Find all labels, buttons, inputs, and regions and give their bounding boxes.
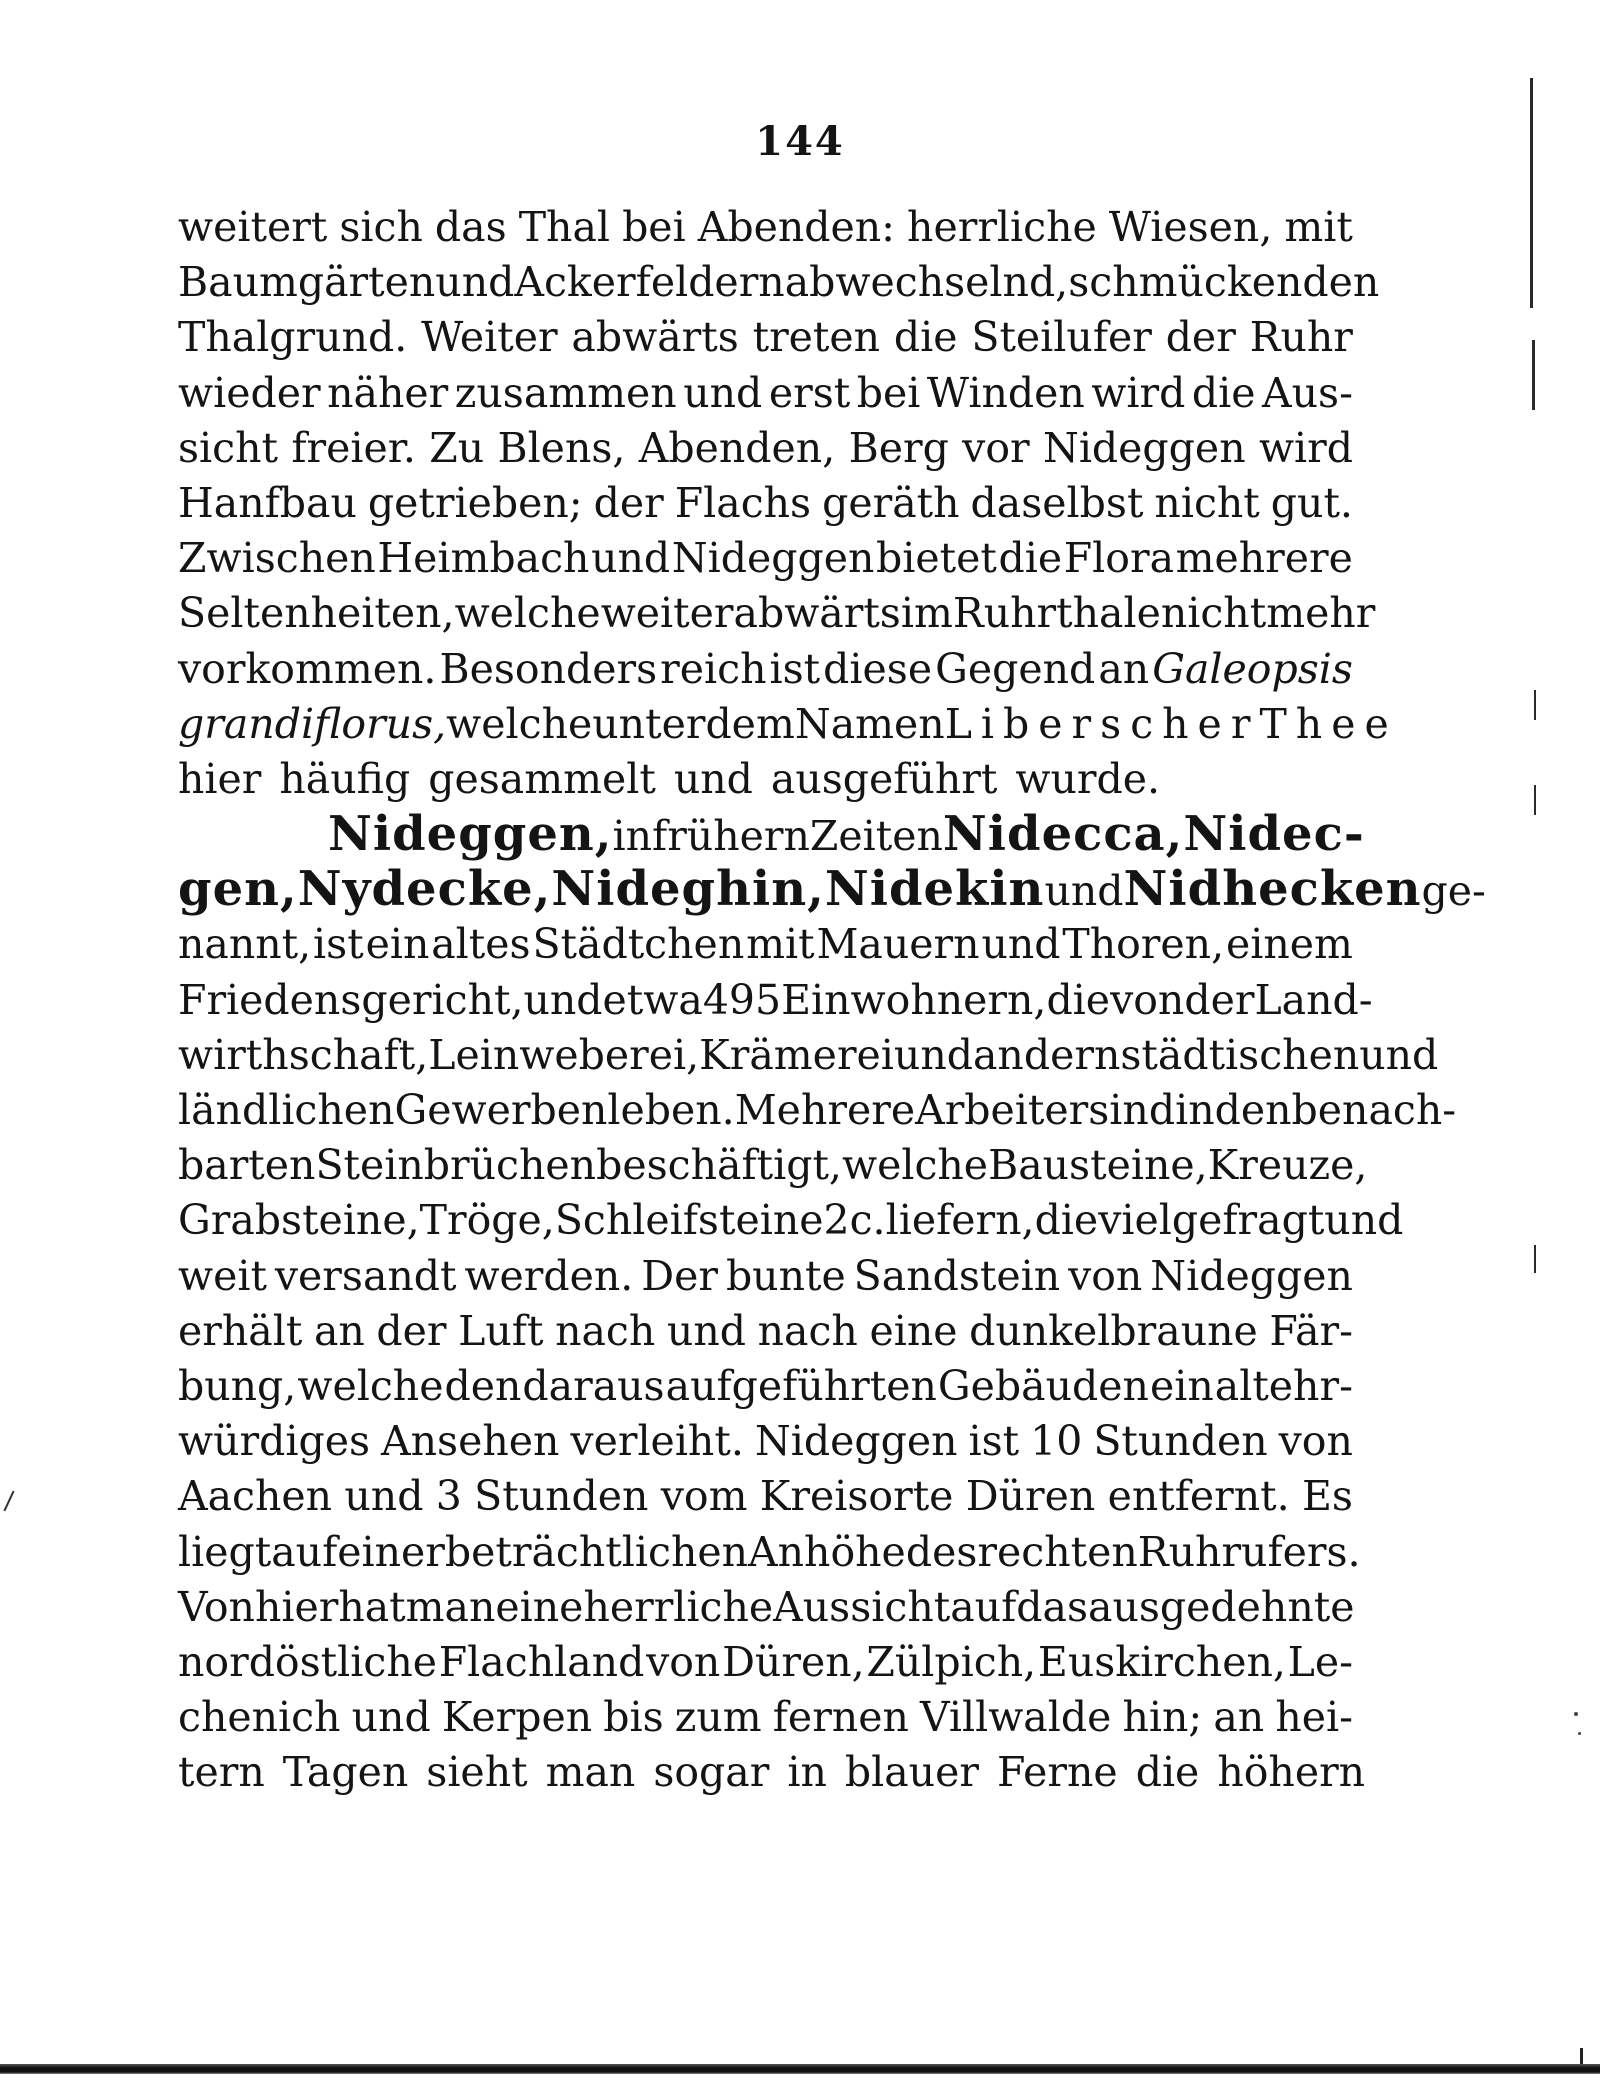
- word: 10: [1030, 1417, 1083, 1466]
- word: bei: [856, 368, 921, 417]
- text-line: [178, 917, 1353, 972]
- text-line: [178, 586, 1376, 641]
- word: Besonders: [439, 644, 658, 693]
- word: Wiesen,: [1108, 203, 1273, 251]
- scan-edge-mark: [1534, 690, 1536, 720]
- word: reich: [660, 644, 767, 693]
- word: daraus: [522, 1361, 665, 1410]
- word: Leinweberei,: [428, 1030, 700, 1079]
- word: hin;: [1122, 1693, 1203, 1742]
- word: Steinbrüchen: [315, 1141, 597, 1190]
- word: nach: [757, 1306, 858, 1355]
- word: mit: [1284, 203, 1353, 251]
- word: Anhöhe: [748, 1527, 906, 1576]
- word: gesammelt: [428, 754, 656, 803]
- word: Berg: [848, 423, 949, 472]
- word: schmücken: [1068, 258, 1303, 307]
- word: von: [1068, 1251, 1143, 1300]
- word: Es: [1301, 1472, 1353, 1521]
- word: treten: [752, 313, 881, 362]
- word: Nideggen,: [328, 806, 613, 863]
- word: man: [405, 1582, 496, 1631]
- word: weitert: [178, 203, 328, 251]
- word: dunkelbraune: [969, 1306, 1258, 1355]
- word: Einwohnern,: [781, 975, 1047, 1024]
- word: der: [593, 478, 664, 527]
- word: herrliche: [583, 1582, 774, 1631]
- word: Namen: [794, 699, 945, 748]
- text-line: [178, 861, 1486, 918]
- word: sieht: [426, 1748, 528, 1797]
- word: den: [1214, 1086, 1292, 1134]
- word: Baumgärten: [178, 258, 436, 307]
- text-line: [178, 1525, 1361, 1580]
- text-line: [178, 697, 1398, 752]
- word: näher: [327, 368, 449, 417]
- word: in: [787, 1748, 827, 1797]
- word: gen,: [178, 861, 298, 918]
- word: benach-: [1291, 1086, 1457, 1134]
- word: hier: [254, 1582, 339, 1631]
- word: welche: [297, 1361, 444, 1410]
- word: Aus-: [1262, 368, 1353, 417]
- word: verleiht.: [570, 1417, 744, 1466]
- word: Galeopsis: [1152, 644, 1353, 693]
- word: auf: [950, 1582, 1017, 1631]
- word: sicht: [178, 423, 278, 472]
- word: Sandstein: [853, 1251, 1061, 1300]
- word: 3: [435, 1472, 462, 1521]
- word: und: [1359, 1030, 1439, 1079]
- word: Thalgrund.: [178, 313, 408, 362]
- word: weiter: [600, 589, 734, 638]
- word: und: [523, 975, 603, 1024]
- word: den: [1302, 258, 1380, 307]
- word: Nidec-: [1183, 806, 1365, 863]
- word: nicht: [1160, 589, 1267, 638]
- word: Ferne: [996, 1748, 1118, 1797]
- word: bietet: [876, 534, 997, 583]
- word: Liberscher: [944, 699, 1260, 748]
- word: Nideggen: [1150, 1251, 1353, 1300]
- word: Friedensgericht,: [178, 975, 524, 1024]
- word: Zwischen: [178, 534, 376, 583]
- word: bung,: [178, 1361, 297, 1410]
- word: Villwalde: [919, 1693, 1112, 1742]
- margin-mark: [3, 1491, 14, 1512]
- word: in: [1175, 1086, 1215, 1134]
- word: Aachen: [178, 1472, 333, 1521]
- word: und: [666, 1306, 746, 1355]
- word: leben.: [607, 1086, 735, 1134]
- word: Ackerfeldern: [514, 258, 785, 307]
- word: zum: [674, 1693, 762, 1742]
- word: aufgeführten: [665, 1361, 937, 1410]
- word: Ruhr: [1249, 313, 1353, 362]
- word: den: [444, 1361, 522, 1410]
- text-line: [178, 1580, 1353, 1635]
- word: Nideggen: [671, 534, 875, 583]
- word: bunte: [725, 1251, 846, 1300]
- word: in: [612, 812, 653, 861]
- word: eine: [495, 1582, 584, 1631]
- word: liefern,: [885, 1196, 1035, 1245]
- word: weit: [178, 1251, 267, 1300]
- word: die: [998, 534, 1063, 583]
- word: das: [434, 203, 507, 251]
- text-line: [178, 366, 1353, 421]
- word: Düren,: [722, 1637, 865, 1686]
- word: mit: [746, 920, 815, 969]
- word: bis: [603, 1693, 664, 1742]
- word: an: [1213, 1693, 1265, 1742]
- word: Weiter: [421, 313, 558, 362]
- scan-edge-mark: [1534, 785, 1536, 815]
- word: Kerpen: [441, 1693, 593, 1742]
- word: abwärts: [733, 589, 901, 638]
- word: Hanfbau: [178, 478, 357, 527]
- word: und: [893, 1030, 973, 1079]
- scan-edge-mark: [1530, 78, 1533, 308]
- word: nach: [555, 1306, 656, 1355]
- word: und: [673, 754, 753, 803]
- word: der: [1184, 975, 1255, 1024]
- scan-speck: [1578, 1732, 1581, 1735]
- word: wieder: [178, 368, 321, 417]
- word: hier: [178, 754, 262, 803]
- text-line: [178, 752, 1353, 807]
- text-line: [178, 1304, 1353, 1359]
- word: das: [1016, 1582, 1088, 1631]
- word: ist: [968, 1417, 1020, 1466]
- word: hat: [338, 1582, 406, 1631]
- word: und: [683, 368, 763, 417]
- word: ausgeführt: [770, 754, 998, 803]
- word: Aussicht: [773, 1582, 951, 1631]
- word: Heimbach: [377, 534, 590, 583]
- word: Stunden: [1093, 1417, 1268, 1466]
- word: im: [900, 589, 953, 638]
- text-line: [178, 1469, 1353, 1524]
- scan-edge-mark: [1532, 340, 1535, 410]
- word: Abenden,: [638, 423, 836, 472]
- word: der: [1165, 313, 1236, 362]
- word: andern: [972, 1030, 1121, 1079]
- word: vor: [962, 423, 1030, 472]
- word: Thal: [518, 203, 611, 251]
- word: eine: [869, 1306, 958, 1355]
- word: Nydecke,: [297, 861, 552, 918]
- word: Ruhrufers.: [1137, 1527, 1361, 1576]
- word: welche: [446, 699, 593, 748]
- text-line: [178, 973, 1373, 1028]
- word: und: [351, 1693, 431, 1742]
- word: barten: [178, 1141, 316, 1190]
- word: und: [435, 258, 515, 307]
- text-line: [178, 200, 1353, 255]
- word: Zu: [429, 423, 485, 472]
- word: ist: [769, 644, 821, 693]
- word: wirthschaft,: [178, 1030, 429, 1079]
- word: Thoren,: [1062, 920, 1225, 969]
- word: Gebäuden: [937, 1361, 1149, 1410]
- word: Flachland: [438, 1637, 645, 1686]
- text-line: [178, 1083, 1457, 1138]
- word: frühern: [652, 812, 810, 861]
- word: Arbeiter: [915, 1086, 1089, 1134]
- word: die: [1191, 368, 1256, 417]
- word: und: [344, 1472, 424, 1521]
- word: die: [893, 313, 958, 362]
- word: daselbst: [970, 478, 1144, 527]
- word: nannt,: [178, 920, 312, 969]
- word: Mehrere: [734, 1086, 916, 1134]
- word: hei-: [1275, 1693, 1353, 1742]
- word: zusammen: [454, 368, 677, 417]
- word: ge-: [1421, 867, 1486, 916]
- text-line: [178, 642, 1353, 697]
- word: liegt: [178, 1527, 272, 1576]
- word: die: [1034, 1196, 1099, 1245]
- word: beschäftigt,: [596, 1141, 842, 1190]
- word: Kreisorte: [759, 1472, 954, 1521]
- word: welche: [841, 1141, 989, 1190]
- word: Kreuze,: [1207, 1141, 1368, 1190]
- text-line: [178, 1138, 1368, 1193]
- word: Städtchen: [532, 920, 745, 969]
- word: Nidekin: [824, 861, 1045, 918]
- word: der: [376, 1306, 447, 1355]
- text-line: [178, 806, 1365, 863]
- word: ein: [1149, 1361, 1214, 1410]
- word: ländlichen: [178, 1086, 395, 1134]
- word: Nideggen: [1042, 423, 1246, 472]
- word: 2c.: [823, 1196, 886, 1245]
- word: Düren: [965, 1472, 1096, 1521]
- scan-speck: [1574, 1712, 1578, 1716]
- word: fernen: [772, 1693, 909, 1742]
- word: städtischen: [1120, 1030, 1360, 1079]
- word: sind: [1088, 1086, 1176, 1134]
- word: Zeiten: [809, 812, 943, 861]
- word: Gegend: [935, 644, 1096, 693]
- word: welche: [454, 589, 601, 638]
- word: Stunden: [474, 1472, 649, 1521]
- word: mehr: [1266, 589, 1376, 638]
- word: abwärts: [571, 313, 739, 362]
- text-line: [178, 310, 1353, 365]
- word: Land-: [1254, 975, 1373, 1024]
- word: Ruhrthale: [952, 589, 1161, 638]
- word: wird: [1091, 368, 1186, 417]
- text-line: [178, 1193, 1404, 1248]
- word: rechten: [977, 1527, 1138, 1576]
- word: auf: [271, 1527, 338, 1576]
- word: Blens,: [497, 423, 626, 472]
- word: abwechselnd,: [784, 258, 1069, 307]
- word: herrliche: [907, 203, 1097, 251]
- word: Nidhecken: [1123, 861, 1422, 918]
- word: man: [545, 1748, 636, 1797]
- word: gut.: [1270, 478, 1353, 527]
- word: 495: [702, 975, 782, 1024]
- word: und: [981, 920, 1061, 969]
- word: blauer: [844, 1748, 979, 1797]
- word: nicht: [1154, 478, 1260, 527]
- text-line: [178, 1690, 1353, 1745]
- word: von: [1110, 975, 1185, 1024]
- text-line: [178, 1249, 1353, 1304]
- word: an: [313, 1306, 365, 1355]
- word: und: [1044, 867, 1124, 916]
- page-number: 144: [755, 118, 845, 165]
- word: mehrere: [1175, 534, 1353, 583]
- text-line: [178, 531, 1353, 586]
- word: wird: [1258, 423, 1353, 472]
- word: Schleifsteine: [554, 1196, 824, 1245]
- text-line: [178, 1359, 1353, 1414]
- word: Zülpich,: [866, 1637, 1037, 1686]
- body-text: [178, 200, 1486, 1800]
- word: freier.: [291, 423, 416, 472]
- word: Der: [641, 1251, 719, 1300]
- word: Tagen: [282, 1748, 409, 1797]
- text-line: [178, 255, 1380, 310]
- word: von: [646, 1637, 721, 1686]
- word: und: [591, 534, 671, 583]
- text-line: [178, 1635, 1353, 1690]
- word: einem: [1226, 920, 1353, 969]
- word: Luft: [458, 1306, 544, 1355]
- word: dem: [705, 699, 795, 748]
- word: Steilufer: [971, 313, 1152, 362]
- word: vorkommen.: [178, 644, 437, 693]
- text-line: [178, 1414, 1353, 1469]
- text-line: [178, 421, 1353, 476]
- word: Bausteine,: [988, 1141, 1208, 1190]
- word: versandt: [274, 1251, 457, 1300]
- word: viel: [1098, 1196, 1172, 1245]
- word: altes: [431, 920, 531, 969]
- word: wurde.: [1015, 754, 1161, 803]
- word: würdiges: [178, 1417, 371, 1466]
- word: erhält: [178, 1306, 303, 1355]
- word: vom: [660, 1472, 748, 1521]
- word: Nideghin,: [551, 861, 825, 918]
- word: einer: [337, 1527, 445, 1576]
- word: nordöstliche: [178, 1637, 437, 1686]
- page-bottom-edge: [0, 2064, 1600, 2074]
- word: Gewerben: [394, 1086, 608, 1134]
- word: werden.: [464, 1251, 634, 1300]
- word: Le-: [1287, 1637, 1353, 1686]
- word: des: [905, 1527, 978, 1576]
- word: geräth: [822, 478, 960, 527]
- word: von: [1278, 1417, 1353, 1466]
- word: Grabsteine,: [178, 1196, 420, 1245]
- word: höhern: [1217, 1748, 1366, 1797]
- word: entfernt.: [1107, 1472, 1290, 1521]
- text-line: [178, 1745, 1366, 1800]
- word: Tröge,: [419, 1196, 555, 1245]
- word: gefragt: [1171, 1196, 1325, 1245]
- word: Mauern: [816, 920, 980, 969]
- scan-edge-mark: [1534, 1245, 1536, 1273]
- word: tern: [178, 1748, 265, 1797]
- word: erst: [768, 368, 851, 417]
- word: etwa: [602, 975, 703, 1024]
- word: sogar: [653, 1748, 770, 1797]
- word: Abenden:: [697, 203, 895, 251]
- word: Seltenheiten,: [178, 589, 455, 638]
- word: ist: [313, 920, 364, 969]
- word: Von: [178, 1582, 255, 1631]
- word: beträchtlichen: [444, 1527, 749, 1576]
- word: an: [1098, 644, 1150, 693]
- word: die: [1135, 1748, 1200, 1797]
- word: altehr-: [1214, 1361, 1353, 1410]
- word: und: [1324, 1196, 1404, 1245]
- word: grandiflorus,: [178, 699, 447, 748]
- word: Nidecca,: [942, 806, 1184, 863]
- word: Flachs: [674, 478, 812, 527]
- word: Thee: [1259, 699, 1398, 748]
- word: unter: [592, 699, 706, 748]
- text-line: [178, 1028, 1439, 1083]
- word: Euskirchen,: [1037, 1637, 1286, 1686]
- word: getrieben;: [367, 478, 583, 527]
- word: ausgedehnte: [1088, 1582, 1355, 1631]
- word: Flora: [1063, 534, 1175, 583]
- word: häufig: [279, 754, 411, 803]
- word: diese: [823, 644, 933, 693]
- word: Nideggen: [754, 1417, 958, 1466]
- word: Ansehen: [381, 1417, 560, 1466]
- word: Fär-: [1269, 1306, 1353, 1355]
- word: Krämerei: [699, 1030, 894, 1079]
- word: die: [1046, 975, 1111, 1024]
- word: bei: [622, 203, 686, 251]
- word: Winden: [926, 368, 1085, 417]
- text-line: [178, 476, 1353, 531]
- word: chenich: [178, 1693, 341, 1742]
- word: sich: [339, 203, 423, 251]
- word: ein: [365, 920, 430, 969]
